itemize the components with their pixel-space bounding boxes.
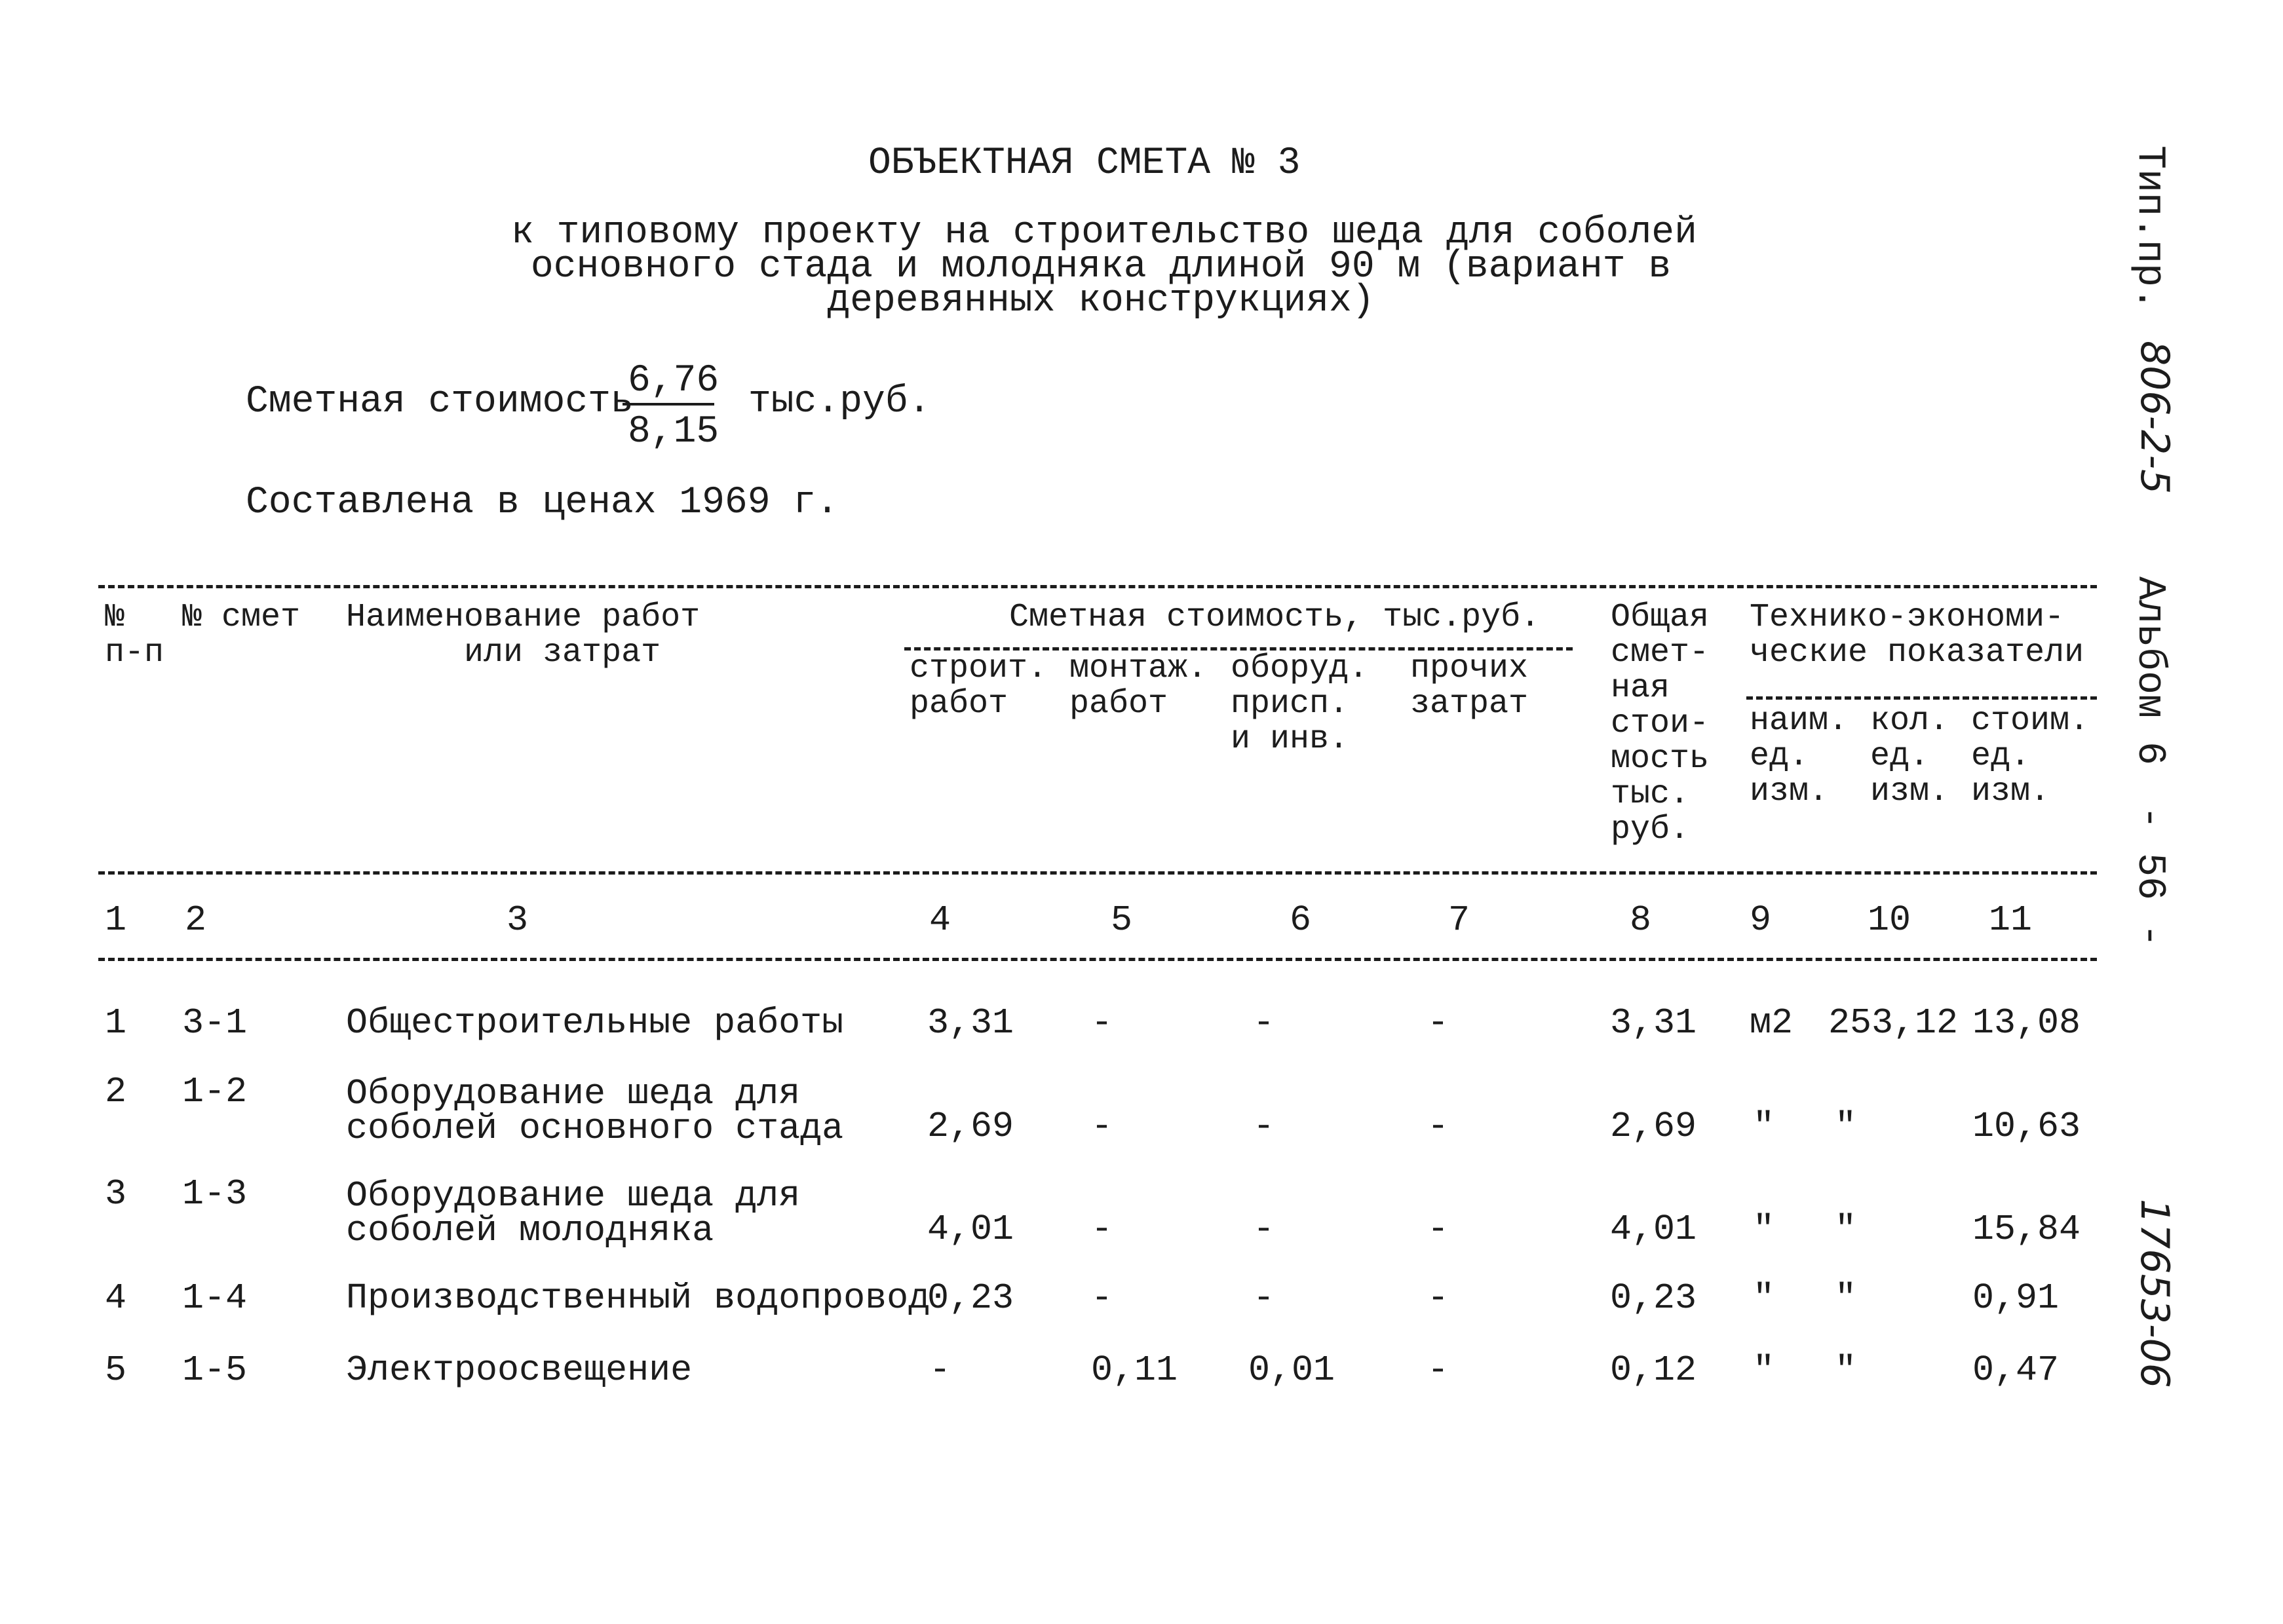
album-label: Альбом 6 — [2127, 576, 2172, 766]
header-total-cost: Общая смет- ная стои- мость тыс. руб. — [1611, 599, 1710, 848]
row-installation-cost: - — [1091, 1106, 1113, 1147]
row-total-cost: 0,12 — [1610, 1350, 1697, 1391]
row-unit-name: " — [1753, 1106, 1775, 1147]
header-unit-name: наим. ед. изм. — [1750, 702, 1849, 810]
column-number-5: 5 — [1111, 899, 1133, 941]
subtitle-line-1: к типовому проекту на строительство шеда для соболей — [511, 212, 1697, 254]
row-other-cost: - — [1427, 1106, 1449, 1147]
column-number-8: 8 — [1630, 899, 1652, 941]
row-number: 5 — [105, 1350, 127, 1391]
row-number: 3 — [105, 1173, 127, 1215]
column-number-3: 3 — [507, 899, 529, 941]
row-equipment-cost: - — [1253, 1209, 1275, 1250]
subtitle-line-3: деревянных конструкциях) — [827, 280, 1375, 322]
typical-project-label: Тип.пр. — [2127, 145, 2172, 311]
row-estimate-number: 1-4 — [182, 1277, 248, 1319]
tech-group-rule — [1746, 696, 2097, 700]
header-equipment: оборуд. присп. и инв. — [1231, 650, 1369, 758]
column-number-7: 7 — [1448, 899, 1470, 941]
row-unit-cost: 0,47 — [1972, 1350, 2060, 1391]
row-unit-cost: 15,84 — [1972, 1209, 2081, 1250]
row-number: 2 — [105, 1071, 127, 1112]
column-number-9: 9 — [1750, 899, 1772, 941]
row-work-name: Оборудование шеда для соболей основного стада — [346, 1073, 844, 1149]
row-work-name: Оборудование шеда для соболей молодняка — [346, 1175, 801, 1251]
header-estimate-number: № смет — [182, 599, 301, 636]
estimated-cost-numerator: 6,76 — [628, 360, 719, 402]
row-unit-name: " — [1753, 1277, 1775, 1319]
header-row-number: № п-п — [105, 599, 164, 671]
row-construction-cost: 0,23 — [927, 1277, 1014, 1319]
row-equipment-cost: - — [1253, 1106, 1275, 1147]
project-code: 806-2-5 — [2132, 341, 2177, 495]
page-number: - 56 - — [2127, 806, 2172, 948]
row-total-cost: 3,31 — [1610, 1002, 1697, 1044]
row-unit-name: " — [1753, 1350, 1775, 1391]
header-unit-quantity: кол. ед. изм. — [1870, 702, 1949, 810]
fraction-bar — [623, 403, 714, 406]
header-work-name: Наименование работ или затрат — [346, 599, 700, 671]
row-equipment-cost: 0,01 — [1248, 1350, 1335, 1391]
row-installation-cost: 0,11 — [1091, 1350, 1178, 1391]
inventory-number: 17653-06 — [2132, 1199, 2177, 1388]
document-title: ОБЪЕКТНАЯ СМЕТА — [868, 142, 1211, 185]
row-construction-cost: - — [929, 1350, 951, 1391]
header-cost-group: Сметная стоимость, тыс.руб. — [1009, 599, 1541, 636]
row-other-cost: - — [1427, 1350, 1449, 1391]
row-construction-cost: 2,69 — [927, 1106, 1014, 1147]
column-numbers-rule — [98, 958, 2097, 961]
row-number: 4 — [105, 1277, 127, 1319]
header-construction: строит. работ — [910, 650, 1048, 723]
row-unit-cost: 0,91 — [1972, 1277, 2060, 1319]
estimate-number: № 3 — [1232, 142, 1301, 185]
row-unit-quantity: " — [1835, 1106, 1857, 1147]
row-unit-cost: 10,63 — [1972, 1106, 2081, 1147]
row-construction-cost: 3,31 — [927, 1002, 1014, 1044]
row-installation-cost: - — [1091, 1277, 1113, 1319]
row-other-cost: - — [1427, 1277, 1449, 1319]
row-estimate-number: 3-1 — [182, 1002, 248, 1044]
header-tech-group: Технико-экономи- ческие показатели — [1750, 599, 2084, 671]
row-unit-quantity: " — [1835, 1350, 1857, 1391]
column-number-10: 10 — [1868, 899, 1911, 941]
column-number-4: 4 — [929, 899, 951, 941]
row-number: 1 — [105, 1002, 127, 1044]
column-number-1: 1 — [105, 899, 127, 941]
row-estimate-number: 1-5 — [182, 1350, 248, 1391]
row-equipment-cost: - — [1253, 1277, 1275, 1319]
prices-note: Составлена в ценах 1969 г. — [246, 482, 839, 524]
column-number-11: 11 — [1989, 899, 2033, 941]
row-installation-cost: - — [1091, 1002, 1113, 1044]
row-other-cost: - — [1427, 1209, 1449, 1250]
row-unit-quantity: " — [1835, 1209, 1857, 1250]
row-estimate-number: 1-2 — [182, 1071, 248, 1112]
header-unit-cost: стоим. ед. изм. — [1971, 702, 2090, 810]
row-total-cost: 2,69 — [1610, 1106, 1697, 1147]
row-total-cost: 4,01 — [1610, 1209, 1697, 1250]
row-estimate-number: 1-3 — [182, 1173, 248, 1215]
row-total-cost: 0,23 — [1610, 1277, 1697, 1319]
header-installation: монтаж. работ — [1069, 650, 1208, 723]
row-construction-cost: 4,01 — [927, 1209, 1014, 1250]
header-bottom-rule — [98, 871, 2097, 875]
subtitle-line-2: основного стада и молодняка длиной 90 м (вариант в — [530, 246, 1672, 288]
table-top-rule — [98, 585, 2097, 588]
row-other-cost: - — [1427, 1002, 1449, 1044]
column-number-6: 6 — [1290, 899, 1312, 941]
row-work-name: Общестроительные работы — [346, 1002, 844, 1044]
row-installation-cost: - — [1091, 1209, 1113, 1250]
row-unit-name: м2 — [1750, 1002, 1794, 1044]
column-number-2: 2 — [185, 899, 207, 941]
row-work-name: Электроосвещение — [346, 1350, 693, 1391]
estimated-cost-label: Сметная стоимость — [246, 381, 634, 423]
estimated-cost-unit: тыс.руб. — [748, 381, 931, 423]
header-other: прочих затрат — [1410, 650, 1529, 723]
row-unit-quantity: 253,12 — [1828, 1002, 1959, 1044]
estimated-cost-denominator: 8,15 — [628, 411, 719, 453]
row-equipment-cost: - — [1253, 1002, 1275, 1044]
row-unit-name: " — [1753, 1209, 1775, 1250]
row-unit-quantity: " — [1835, 1277, 1857, 1319]
row-unit-cost: 13,08 — [1972, 1002, 2081, 1044]
row-work-name: Производственный водопровод — [346, 1277, 930, 1319]
